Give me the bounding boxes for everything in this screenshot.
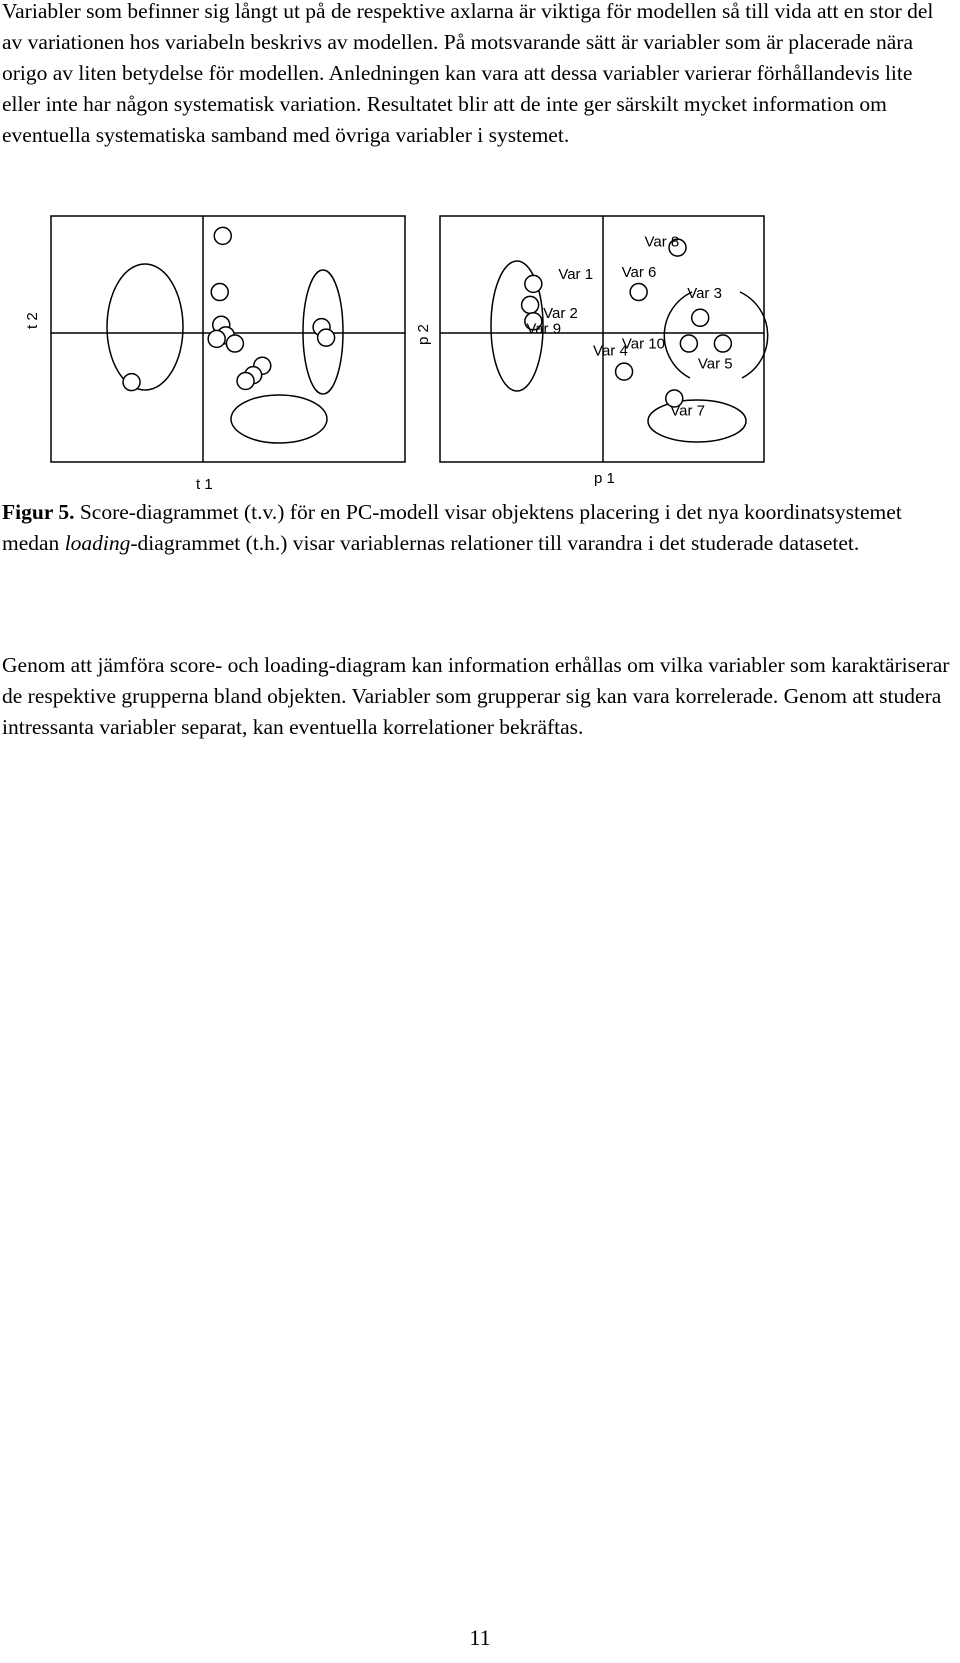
loading-plot-xlabel: p 1 — [594, 470, 615, 487]
loading-plot-ylabel: p 2 — [415, 324, 432, 345]
intro-paragraph: Variabler som befinner sig långt ut på de respektive axlarna är viktiga för modellen så till vida att en stor del av variationen hos variabeln beskrivs av modellen. På motsvarande sätt är variabler som är placerade nära origo av liten betydelse för modellen. Anledningen kan vara att dessa variabler varierar förhållandevis lite eller inte har någon systematisk variation. Resultatet blir att de inte ger särskilt mycket information om eventuella systematiska samband med övriga variabler i systemet. — [2, 0, 934, 147]
closing-paragraph: Genom att jämföra score- och loading-diagram kan information erhållas om vilka variabler som karaktäriserar de respektive grupperna bland objekten. Variabler som grupperar sig kan vara korrelerade. Genom att studera intressanta variabler separat, kan eventuella korrelationer bekräftas. — [2, 653, 950, 739]
score-point — [214, 227, 231, 244]
loading-point-label: Var 1 — [558, 265, 594, 283]
score-point — [226, 335, 243, 352]
score-group-ellipse — [231, 395, 327, 443]
caption-text-part-1: -diagrammet (t.v.) för en PC-modell visar objektens placering i det nya koordinatsystemet medan — [2, 500, 902, 555]
caption-loading-word: loading — [64, 531, 131, 555]
loading-point — [692, 309, 709, 326]
page-number: 11 — [469, 1625, 491, 1650]
loading-point-label: Var 5 — [697, 355, 733, 373]
figure-caption — [2, 497, 952, 559]
loading-plot-points — [522, 234, 733, 420]
score-point — [237, 372, 254, 389]
figure-caption-label: Figur 5. — [2, 500, 75, 524]
loading-plot — [410, 200, 810, 525]
score-point — [208, 330, 225, 347]
loading-point-label: Var 10 — [621, 335, 665, 353]
loading-point-label: Var 7 — [670, 402, 706, 420]
score-plot-points — [123, 227, 335, 390]
score-plot-xlabel: t 1 — [196, 476, 213, 493]
loading-point — [630, 284, 647, 301]
score-point — [318, 329, 335, 346]
loading-point-label: Var 2 — [543, 304, 578, 322]
loading-point — [522, 296, 539, 313]
loading-point-label: Var 9 — [526, 320, 562, 338]
loading-point-label: Var 4 — [593, 342, 628, 360]
loading-point — [616, 363, 633, 380]
caption-text-part-2: -diagrammet (t.h.) visar variablernas relationer till varandra i det studerade datasetet. — [130, 531, 860, 555]
score-plot-ylabel: t 2 — [24, 312, 41, 329]
loading-point — [525, 275, 542, 292]
score-point — [211, 284, 228, 301]
score-plot — [20, 200, 435, 525]
caption-score-word: Score — [79, 500, 129, 524]
score-group-ellipse — [107, 264, 183, 390]
loading-point-label: Var 3 — [687, 284, 722, 302]
loading-point-label: Var 8 — [644, 233, 680, 251]
loading-point — [714, 335, 731, 352]
loading-point — [680, 335, 697, 352]
loading-point-label: Var 6 — [621, 264, 657, 282]
score-point — [123, 374, 140, 391]
